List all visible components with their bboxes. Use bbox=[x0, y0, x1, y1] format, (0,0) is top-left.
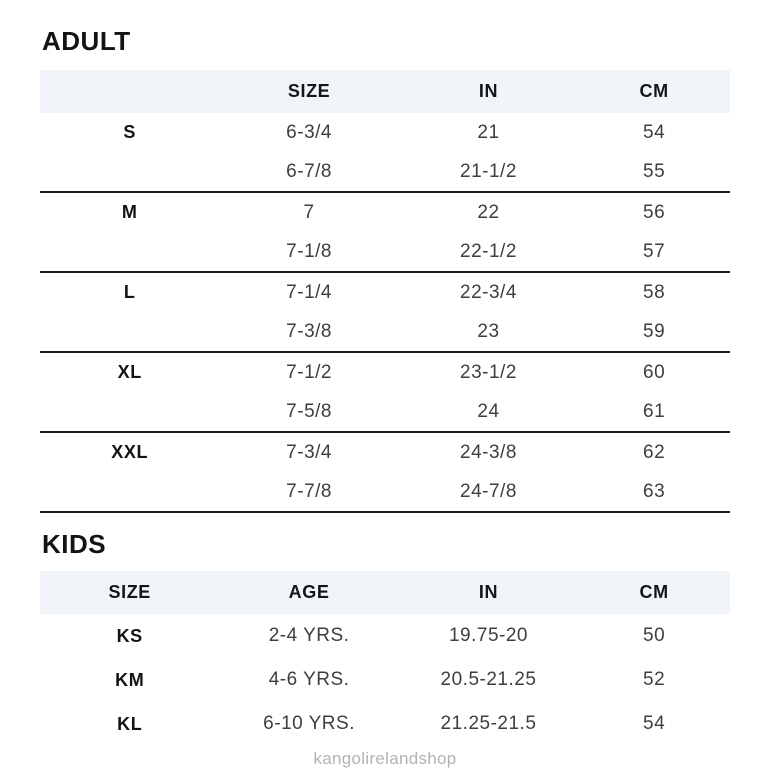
size-label-cell: L bbox=[123, 282, 136, 302]
cm-cell: 62 bbox=[643, 441, 666, 463]
adult-section-title: ADULT bbox=[42, 26, 131, 56]
cm-cell: 60 bbox=[643, 361, 666, 383]
hat-size-cell: 7 bbox=[303, 201, 315, 223]
inches-cell: 24-7/8 bbox=[399, 472, 578, 512]
table-row bbox=[40, 312, 730, 352]
table-row bbox=[40, 702, 730, 746]
adult-header-size: SIZE bbox=[219, 70, 398, 113]
table-row bbox=[40, 392, 730, 432]
hat-size-cell: 7-5/8 bbox=[219, 392, 398, 432]
inches-cell: 21 bbox=[477, 121, 500, 143]
cm-cell: 58 bbox=[643, 281, 666, 303]
hat-size-cell: 7-1/8 bbox=[219, 232, 398, 272]
cm-cell: 63 bbox=[578, 472, 730, 512]
table-row bbox=[40, 614, 730, 658]
cm-cell: 55 bbox=[578, 152, 730, 192]
hat-size-cell: 7-3/8 bbox=[219, 312, 398, 352]
inches-cell: 22-3/4 bbox=[460, 281, 517, 303]
size-label-cell bbox=[40, 472, 219, 512]
kids-header-size: SIZE bbox=[40, 571, 219, 614]
size-label-cell: XL bbox=[117, 362, 142, 382]
table-row bbox=[40, 472, 730, 512]
kids-section-title: KIDS bbox=[42, 529, 107, 559]
age-cell: 6-10 YRS. bbox=[263, 713, 355, 734]
adult-header-blank bbox=[40, 70, 219, 113]
table-row bbox=[40, 272, 730, 312]
size-label-cell bbox=[40, 232, 219, 272]
table-row bbox=[40, 352, 730, 392]
kids-header-row bbox=[40, 571, 730, 614]
table-row bbox=[40, 192, 730, 232]
cm-cell: 50 bbox=[643, 625, 666, 646]
size-label-cell: KS bbox=[116, 625, 143, 646]
table-row bbox=[40, 232, 730, 272]
kids-header-in: IN bbox=[399, 571, 578, 614]
size-label-cell bbox=[40, 392, 219, 432]
adult-size-table bbox=[40, 70, 730, 513]
cm-cell: 54 bbox=[643, 713, 666, 734]
hat-size-cell: 6-7/8 bbox=[219, 152, 398, 192]
inches-cell: 19.75-20 bbox=[448, 625, 528, 646]
cm-cell: 56 bbox=[643, 201, 666, 223]
age-cell: 2-4 YRS. bbox=[268, 625, 350, 646]
cm-cell: 57 bbox=[578, 232, 730, 272]
size-label-cell: KM bbox=[115, 669, 145, 690]
adult-header-in: IN bbox=[399, 70, 578, 113]
inches-cell: 24 bbox=[399, 392, 578, 432]
size-label-cell: S bbox=[123, 122, 136, 142]
size-label-cell: XXL bbox=[111, 442, 149, 462]
kids-header-cm: CM bbox=[578, 571, 730, 614]
adult-header-row bbox=[40, 70, 730, 113]
inches-cell: 22 bbox=[477, 201, 500, 223]
hat-size-cell: 7-3/4 bbox=[286, 441, 332, 463]
inches-cell: 22-1/2 bbox=[399, 232, 578, 272]
size-label-cell: KL bbox=[117, 713, 143, 734]
hat-size-cell: 6-3/4 bbox=[286, 121, 332, 143]
inches-cell: 24-3/8 bbox=[460, 441, 517, 463]
size-label-cell: M bbox=[121, 202, 138, 222]
cm-cell: 61 bbox=[578, 392, 730, 432]
hat-size-cell: 7-7/8 bbox=[219, 472, 398, 512]
inches-cell: 23-1/2 bbox=[460, 361, 517, 383]
inches-cell: 21.25-21.5 bbox=[440, 713, 537, 734]
age-cell: 4-6 YRS. bbox=[268, 669, 350, 690]
hat-size-cell: 7-1/4 bbox=[286, 281, 332, 303]
table-row bbox=[40, 152, 730, 192]
size-label-cell bbox=[40, 152, 219, 192]
table-row bbox=[40, 658, 730, 702]
adult-header-cm: CM bbox=[578, 70, 730, 113]
cm-cell: 52 bbox=[643, 669, 666, 690]
table-row bbox=[40, 113, 730, 152]
kids-size-table bbox=[40, 571, 730, 746]
inches-cell: 21-1/2 bbox=[399, 152, 578, 192]
cm-cell: 54 bbox=[643, 121, 666, 143]
table-row bbox=[40, 432, 730, 472]
inches-cell: 23 bbox=[399, 312, 578, 352]
size-label-cell bbox=[40, 312, 219, 352]
watermark: kangolirelandshop bbox=[313, 749, 457, 768]
inches-cell: 20.5-21.25 bbox=[440, 669, 537, 690]
hat-size-cell: 7-1/2 bbox=[286, 361, 332, 383]
cm-cell: 59 bbox=[578, 312, 730, 352]
kids-header-age: AGE bbox=[219, 571, 398, 614]
